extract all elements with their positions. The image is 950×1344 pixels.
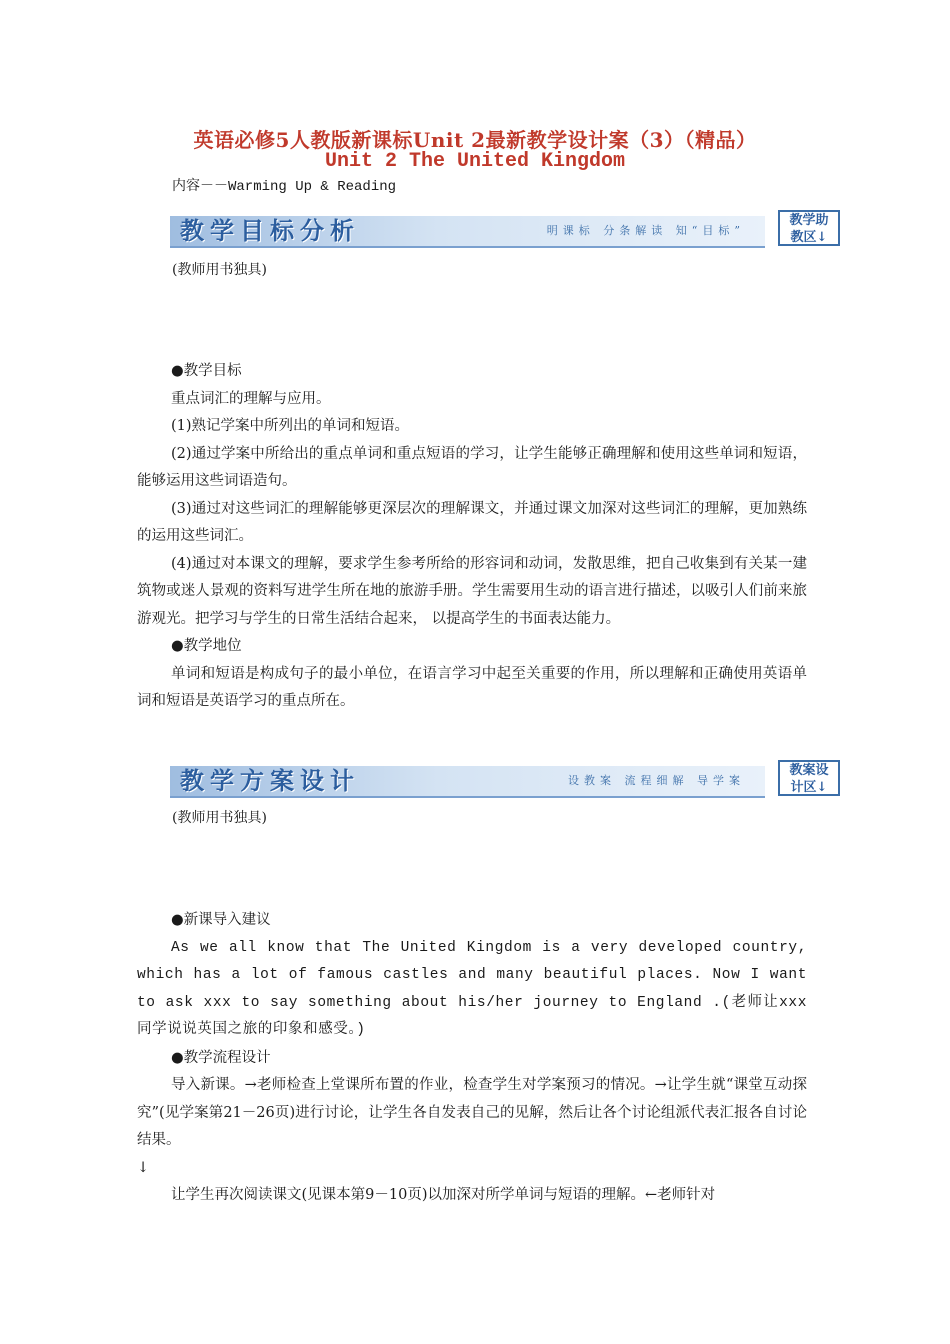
- banner-box-line2: 计区↓: [790, 780, 828, 795]
- banner-bar: [170, 216, 765, 248]
- heading-flow: ●教学流程设计: [171, 1049, 271, 1066]
- banner-box-line1: 教案设: [789, 763, 829, 778]
- goal-intro: 重点词汇的理解与应用。: [171, 390, 331, 407]
- goal-1: (1)熟记学案中所列出的单词和短语。: [171, 418, 410, 434]
- section-objectives: [137, 358, 807, 716]
- banner-subtitle: 明课标 分条解读 知“目标”: [546, 224, 745, 237]
- banner-objective-analysis: [170, 210, 840, 248]
- banner-box: [778, 210, 840, 246]
- goal-3: (3)通过对这些词汇的理解能够更深层次的理解课文，并通过课文加深对这些词汇的理解，更加熟练的运用这些词汇。: [137, 500, 807, 544]
- banner-title: 教学方案设计: [180, 766, 360, 795]
- goal-2: (2)通过学案中所给出的重点单词和重点短语的学习，让学生能够正确理解和使用这些单词和短语，能够运用这些词语造句。: [137, 445, 807, 489]
- heading-goal: ●教学目标: [171, 363, 242, 379]
- section-plan: [137, 907, 807, 1210]
- banner-box-line2: 教区↓: [790, 230, 828, 245]
- flow-arrow: ↓: [137, 1159, 150, 1176]
- document-title: 英语必修5人教版新课标Unit 2最新教学设计案（3）（精品）: [193, 128, 757, 152]
- heading-position: ●教学地位: [171, 638, 242, 654]
- banner-box: [778, 760, 840, 796]
- flow-text-2: 让学生再次阅读课文(见课本第9－10页)以加深对所学单词与短语的理解。←老师针对: [171, 1187, 716, 1203]
- position-text: 单词和短语是构成句子的最小单位，在语言学习中起至关重要的作用，所以理解和正确使用英语单词和短语是英语学习的重点所在。: [137, 665, 807, 709]
- teacher-note: (教师用书独具): [172, 262, 267, 278]
- banner-title: 教学目标分析: [180, 216, 360, 245]
- goal-4: (4)通过对本课文的理解，要求学生参考所给的形容词和动词，发散思维，把自己收集到有关某一建筑物或迷人景观的资料写进学生所在地的旅游手册。学生需要用生动的语言进行描述，以吸引人们前来旅游观光。把学习与学生的日常生活结合起来， 以提高学生的书面表达能力。: [137, 555, 807, 627]
- banner-subtitle: 设教案 流程细解 导学案: [568, 774, 745, 787]
- teacher-note: (教师用书独具): [172, 810, 267, 826]
- flow-text: 导入新课。→老师检查上堂课所布置的作业，检查学生对学案预习的情况。→让学生就“课堂互动探究”(见学案第21－26页)进行讨论，让学生各自发表自己的见解，然后让各个讨论组派代表汇报各自讨论结果。: [137, 1077, 807, 1148]
- banner-plan-design: [170, 760, 840, 798]
- content-line: 内容－－Warming Up & Reading: [172, 179, 397, 195]
- heading-intro: ●新课导入建议: [171, 912, 271, 928]
- document-subtitle: Unit 2 The United Kingdom: [324, 150, 626, 173]
- banner-bar: [170, 766, 765, 798]
- banner-box-line1: 教学助: [789, 213, 829, 228]
- intro-text: As we all know that The United Kingdom is a very developed country, which has a lot of famous castles and many beautiful places. Now I want to ask xxx to say something about his/her journey to England .(老师让xxx同学说说英国之旅的印象和感受。): [137, 939, 807, 1038]
